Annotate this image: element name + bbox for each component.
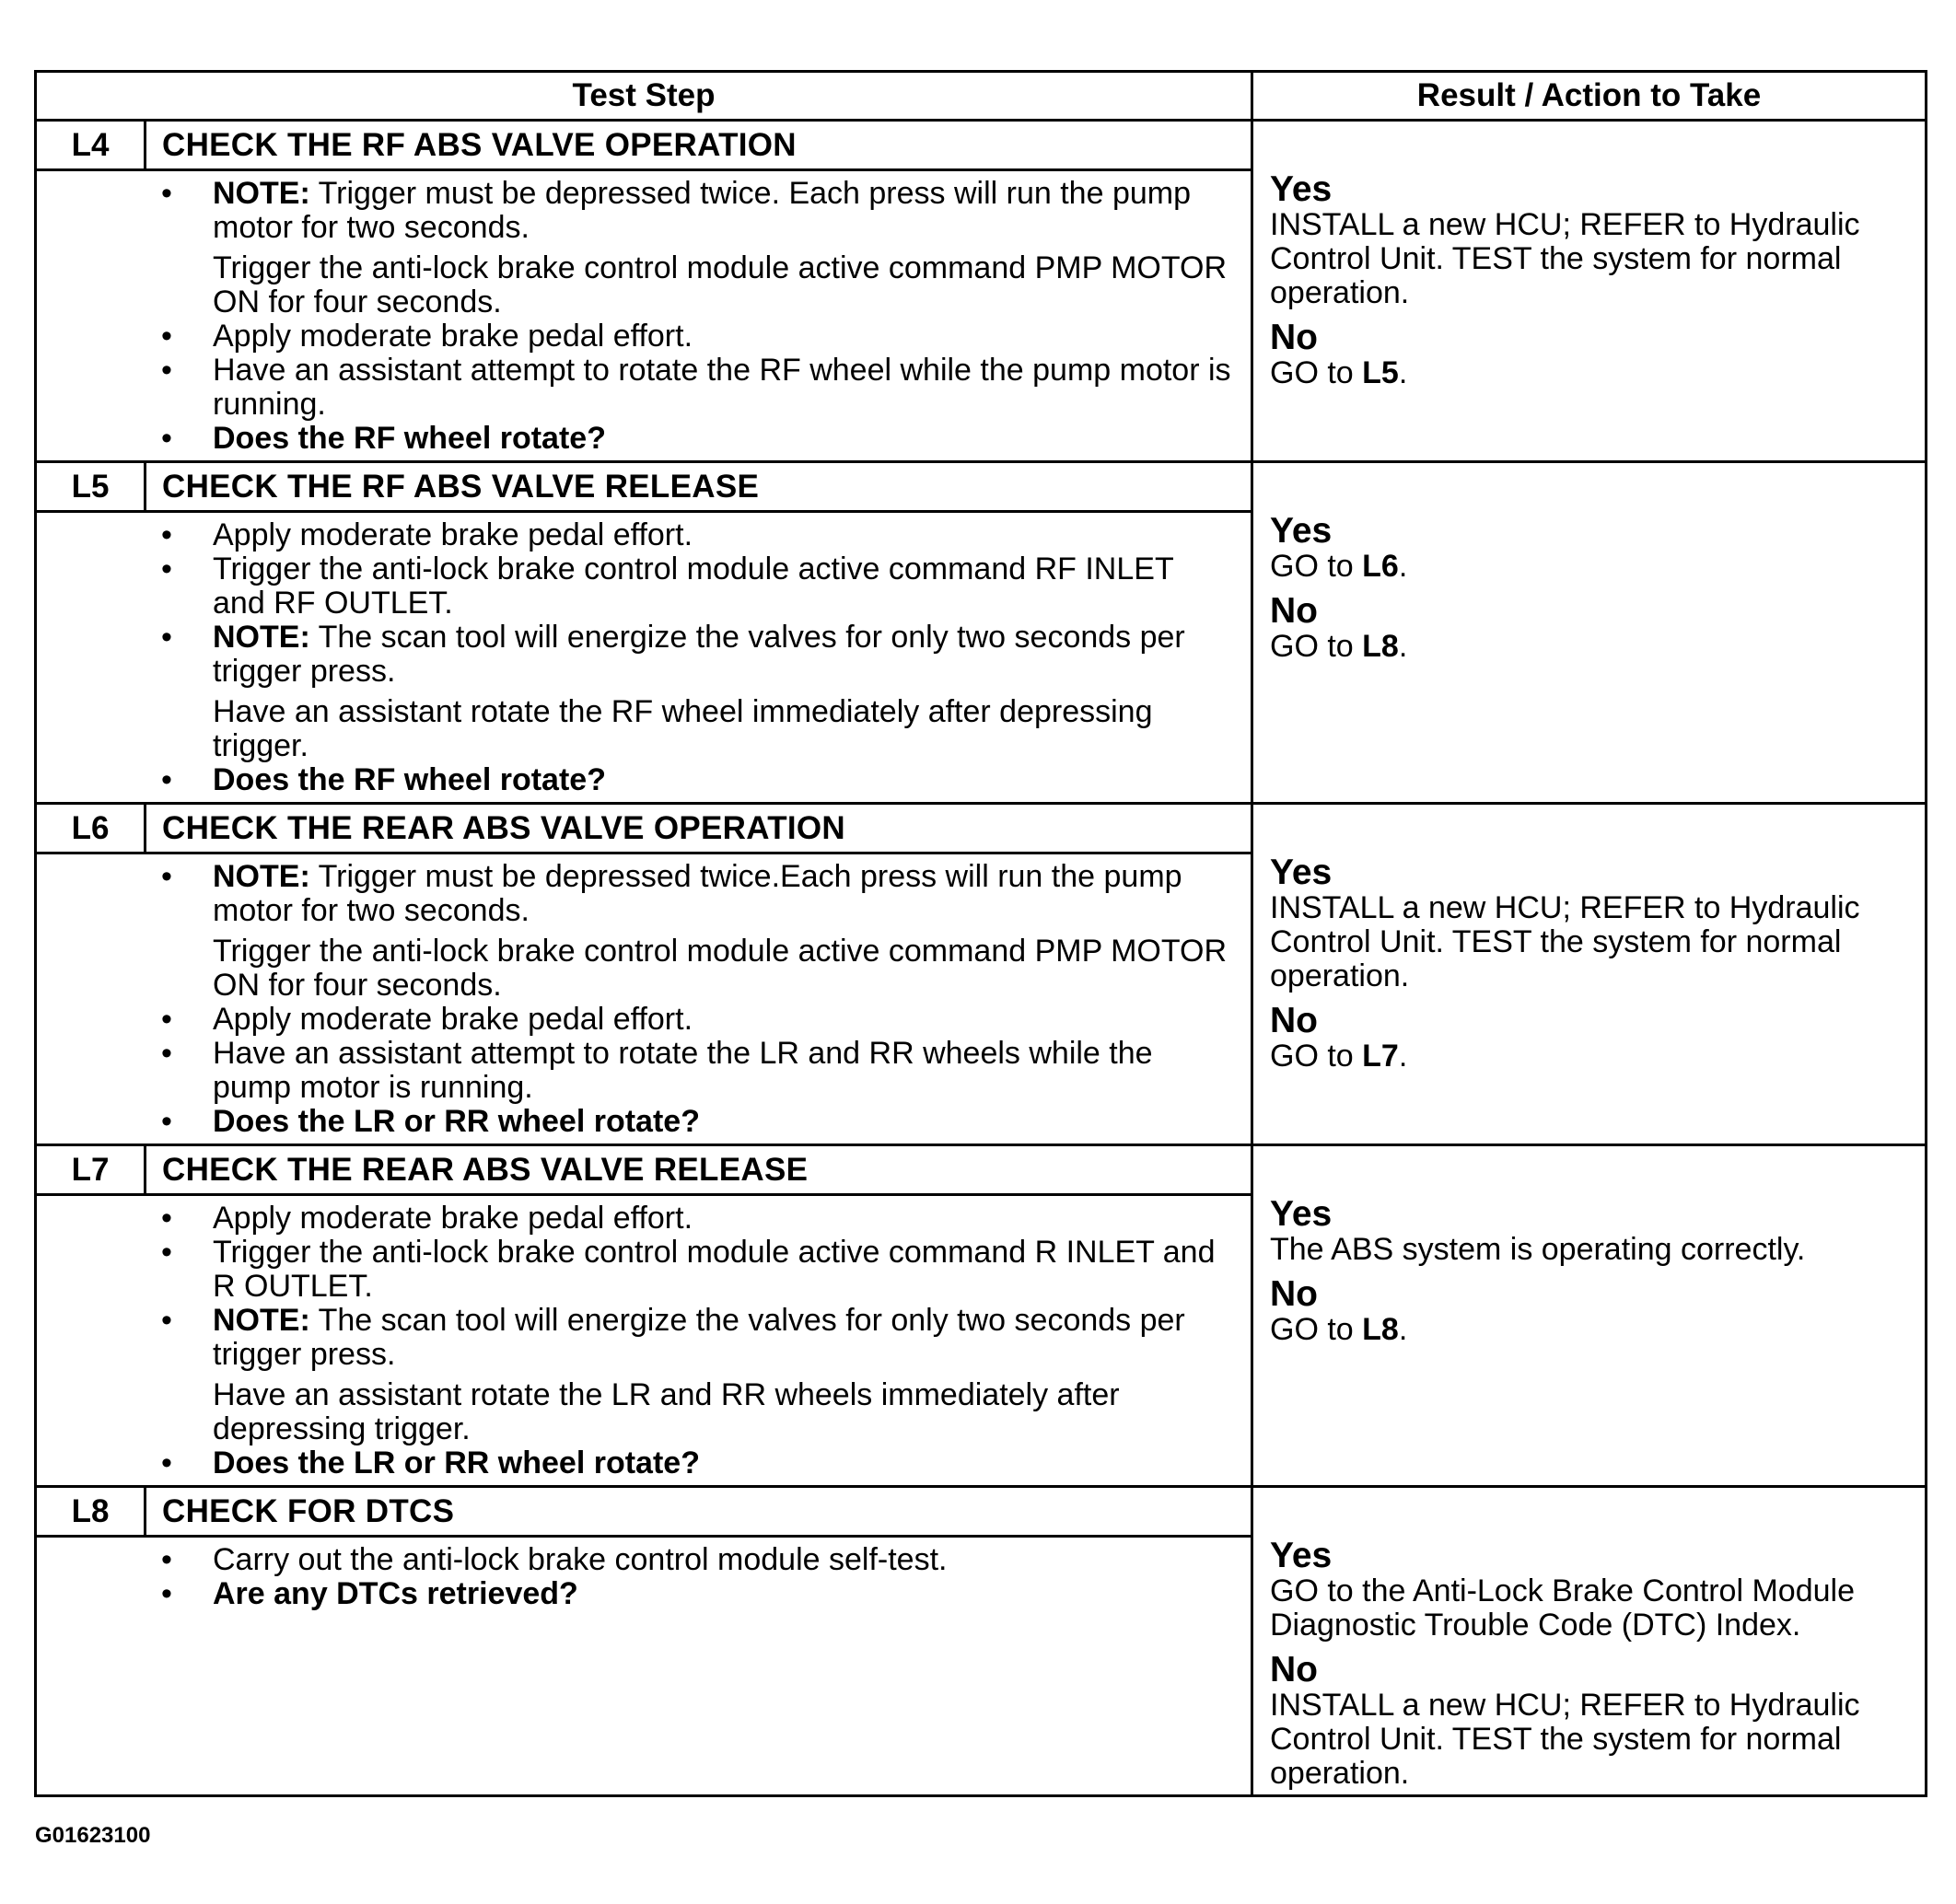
bullet-icon: • bbox=[161, 859, 172, 894]
instruction-text: Apply moderate brake pedal effort. bbox=[213, 1002, 693, 1037]
instruction-text: Apply moderate brake pedal effort. bbox=[213, 517, 693, 552]
bullet-icon: • bbox=[161, 176, 172, 211]
instruction-emphasis: Does the LR or RR wheel rotate? bbox=[213, 1104, 700, 1139]
step-id: L6 bbox=[37, 805, 146, 852]
step-title-line bbox=[37, 1146, 1251, 1196]
bullet-icon: • bbox=[161, 620, 172, 655]
no-label: No bbox=[1270, 1650, 1318, 1689]
instruction-emphasis: NOTE: bbox=[213, 1303, 310, 1338]
step-row-l8 bbox=[37, 1488, 1925, 1794]
instruction-emphasis: Does the LR or RR wheel rotate? bbox=[213, 1445, 700, 1480]
test-step-table bbox=[34, 70, 1927, 1797]
bullet-icon: • bbox=[161, 353, 172, 388]
no-action bbox=[1270, 1313, 1925, 1347]
instruction-text: Apply moderate brake pedal effort. bbox=[213, 1201, 693, 1236]
step-row-l4 bbox=[37, 122, 1925, 463]
instruction-text: Have an assistant attempt to rotate the LR and RR wheels while the pump motor is running. bbox=[213, 1036, 1153, 1105]
instruction-text: Trigger must be depressed twice. Each press will run the pump motor for two seconds. bbox=[213, 176, 1191, 245]
instruction-item bbox=[37, 860, 1251, 928]
step-title: CHECK THE RF ABS VALVE RELEASE bbox=[162, 468, 760, 505]
bullet-icon: • bbox=[161, 421, 172, 456]
yes-action bbox=[1270, 1233, 1925, 1267]
instruction-item bbox=[37, 552, 1251, 621]
instruction-emphasis: Are any DTCs retrieved? bbox=[213, 1576, 578, 1611]
instruction-emphasis: NOTE: bbox=[213, 176, 310, 211]
no-label: No bbox=[1270, 1274, 1318, 1314]
step-instructions bbox=[37, 1538, 1251, 1794]
yes-label: Yes bbox=[1270, 511, 1333, 551]
bullet-icon: • bbox=[161, 1576, 172, 1611]
instruction-item bbox=[37, 1543, 1251, 1577]
instruction-text: Trigger the anti-lock brake control module active command PMP MOTOR ON for four seconds. bbox=[213, 250, 1228, 319]
step-title: CHECK THE REAR ABS VALVE OPERATION bbox=[162, 809, 846, 846]
instruction-text: Trigger must be depressed twice.Each press will run the pump motor for two seconds. bbox=[213, 859, 1182, 928]
figure-id: G01623100 bbox=[35, 1823, 151, 1848]
step-detail-cell bbox=[37, 1146, 1253, 1485]
yes-action-text: GO to the Anti-Lock Brake Control Module Diagnostic Trouble Code (DTC) Index. bbox=[1270, 1573, 1855, 1643]
yes-action-text: The ABS system is operating correctly. bbox=[1270, 1232, 1806, 1267]
bullet-icon: • bbox=[161, 1201, 172, 1236]
no-action-end: . bbox=[1398, 1039, 1408, 1074]
yes-action-text: INSTALL a new HCU; REFER to Hydraulic Control Unit. TEST the system for normal operation. bbox=[1270, 890, 1860, 993]
no-action-end: . bbox=[1398, 629, 1408, 664]
instruction-item bbox=[37, 1105, 1251, 1139]
instruction-text: Have an assistant rotate the RF wheel immediately after depressing trigger. bbox=[213, 694, 1153, 763]
step-id: L8 bbox=[37, 1488, 146, 1535]
step-row-l7 bbox=[37, 1146, 1925, 1488]
step-row-l6 bbox=[37, 805, 1925, 1146]
bullet-icon: • bbox=[161, 1445, 172, 1480]
instruction-text: Trigger the anti-lock brake control module active command RF INLET and RF OUTLET. bbox=[213, 551, 1174, 621]
no-action bbox=[1270, 356, 1925, 390]
no-action-end: . bbox=[1398, 355, 1408, 390]
instruction-item bbox=[37, 1378, 1251, 1446]
bullet-icon: • bbox=[161, 1303, 172, 1338]
step-id: L5 bbox=[37, 463, 146, 510]
instruction-text: Trigger the anti-lock brake control module active command R INLET and R OUTLET. bbox=[213, 1235, 1216, 1304]
no-goto-step: L5 bbox=[1362, 355, 1399, 390]
step-instructions bbox=[37, 1196, 1251, 1485]
result-action-cell bbox=[1253, 463, 1925, 802]
no-action-text: GO to bbox=[1270, 1039, 1363, 1074]
step-title: CHECK THE RF ABS VALVE OPERATION bbox=[162, 126, 797, 163]
result-action-cell bbox=[1253, 1488, 1925, 1794]
step-id: L4 bbox=[37, 122, 146, 168]
instruction-item bbox=[37, 695, 1251, 763]
instruction-item bbox=[37, 422, 1251, 456]
instruction-text: Trigger the anti-lock brake control module active command PMP MOTOR ON for four seconds. bbox=[213, 934, 1228, 1003]
step-detail-cell bbox=[37, 805, 1253, 1144]
instruction-item bbox=[37, 1037, 1251, 1105]
instruction-text: Have an assistant attempt to rotate the RF wheel while the pump motor is running. bbox=[213, 353, 1231, 422]
instruction-item bbox=[37, 1577, 1251, 1611]
step-title-line bbox=[37, 1488, 1251, 1538]
instruction-text: Carry out the anti-lock brake control module self-test. bbox=[213, 1542, 948, 1577]
no-label: No bbox=[1270, 318, 1318, 357]
yes-label: Yes bbox=[1270, 1194, 1333, 1234]
no-action-text: GO to bbox=[1270, 355, 1363, 390]
step-detail-cell bbox=[37, 122, 1253, 460]
no-action-text: GO to bbox=[1270, 1312, 1363, 1347]
instruction-text: The scan tool will energize the valves for only two seconds per trigger press. bbox=[213, 1303, 1185, 1372]
step-title-line bbox=[37, 805, 1251, 854]
instruction-item bbox=[37, 935, 1251, 1003]
instruction-item bbox=[37, 518, 1251, 552]
instruction-item bbox=[37, 1202, 1251, 1236]
yes-action-text: GO to bbox=[1270, 549, 1363, 584]
step-title-line bbox=[37, 122, 1251, 171]
bullet-icon: • bbox=[161, 1104, 172, 1139]
bullet-icon: • bbox=[161, 319, 172, 354]
yes-label: Yes bbox=[1270, 169, 1333, 209]
instruction-item bbox=[37, 621, 1251, 689]
no-action-text: GO to bbox=[1270, 629, 1363, 664]
instruction-emphasis: NOTE: bbox=[213, 859, 310, 894]
instruction-text: Have an assistant rotate the LR and RR wheels immediately after depressing trigger. bbox=[213, 1377, 1120, 1446]
no-label: No bbox=[1270, 591, 1318, 631]
table-header bbox=[37, 73, 1925, 122]
instruction-item bbox=[37, 177, 1251, 245]
bullet-icon: • bbox=[161, 551, 172, 586]
no-action bbox=[1270, 630, 1925, 664]
step-row-l5 bbox=[37, 463, 1925, 805]
instruction-emphasis: NOTE: bbox=[213, 620, 310, 655]
no-action bbox=[1270, 1689, 1925, 1791]
bullet-icon: • bbox=[161, 1235, 172, 1270]
yes-action bbox=[1270, 208, 1925, 310]
result-action-cell bbox=[1253, 122, 1925, 460]
yes-action-end: . bbox=[1398, 549, 1408, 584]
yes-goto-step: L6 bbox=[1362, 549, 1399, 584]
result-action-cell bbox=[1253, 1146, 1925, 1485]
bullet-icon: • bbox=[161, 1036, 172, 1071]
yes-label: Yes bbox=[1270, 1536, 1333, 1575]
step-title: CHECK THE REAR ABS VALVE RELEASE bbox=[162, 1151, 809, 1188]
result-action-cell bbox=[1253, 805, 1925, 1144]
instruction-item bbox=[37, 319, 1251, 354]
step-title: CHECK FOR DTCS bbox=[162, 1492, 455, 1529]
header-test-step: Test Step bbox=[37, 73, 1253, 119]
instruction-item bbox=[37, 1446, 1251, 1480]
no-goto-step: L8 bbox=[1362, 1312, 1399, 1347]
yes-label: Yes bbox=[1270, 853, 1333, 892]
instruction-item bbox=[37, 251, 1251, 319]
yes-action bbox=[1270, 891, 1925, 993]
instruction-emphasis: Does the RF wheel rotate? bbox=[213, 421, 606, 456]
bullet-icon: • bbox=[161, 1542, 172, 1577]
step-detail-cell bbox=[37, 1488, 1253, 1794]
no-goto-step: L8 bbox=[1362, 629, 1399, 664]
yes-action bbox=[1270, 550, 1925, 584]
header-result-action: Result / Action to Take bbox=[1416, 77, 1762, 113]
no-action-text: INSTALL a new HCU; REFER to Hydraulic Control Unit. TEST the system for normal operation. bbox=[1270, 1688, 1860, 1791]
instruction-item bbox=[37, 1304, 1251, 1372]
no-action-end: . bbox=[1398, 1312, 1408, 1347]
step-id: L7 bbox=[37, 1146, 146, 1193]
yes-action-text: INSTALL a new HCU; REFER to Hydraulic Control Unit. TEST the system for normal operation. bbox=[1270, 207, 1860, 310]
bullet-icon: • bbox=[161, 762, 172, 797]
step-title-line bbox=[37, 463, 1251, 513]
step-instructions bbox=[37, 854, 1251, 1144]
instruction-text: The scan tool will energize the valves for only two seconds per trigger press. bbox=[213, 620, 1185, 689]
no-label: No bbox=[1270, 1001, 1318, 1040]
instruction-item bbox=[37, 763, 1251, 797]
instruction-item bbox=[37, 1236, 1251, 1304]
instruction-emphasis: Does the RF wheel rotate? bbox=[213, 762, 606, 797]
instruction-item bbox=[37, 354, 1251, 422]
step-instructions bbox=[37, 171, 1251, 460]
no-goto-step: L7 bbox=[1362, 1039, 1399, 1074]
bullet-icon: • bbox=[161, 517, 172, 552]
yes-action bbox=[1270, 1574, 1925, 1643]
step-detail-cell bbox=[37, 463, 1253, 802]
step-instructions bbox=[37, 513, 1251, 802]
no-action bbox=[1270, 1039, 1925, 1074]
instruction-text: Apply moderate brake pedal effort. bbox=[213, 319, 693, 354]
instruction-item bbox=[37, 1003, 1251, 1037]
bullet-icon: • bbox=[161, 1002, 172, 1037]
